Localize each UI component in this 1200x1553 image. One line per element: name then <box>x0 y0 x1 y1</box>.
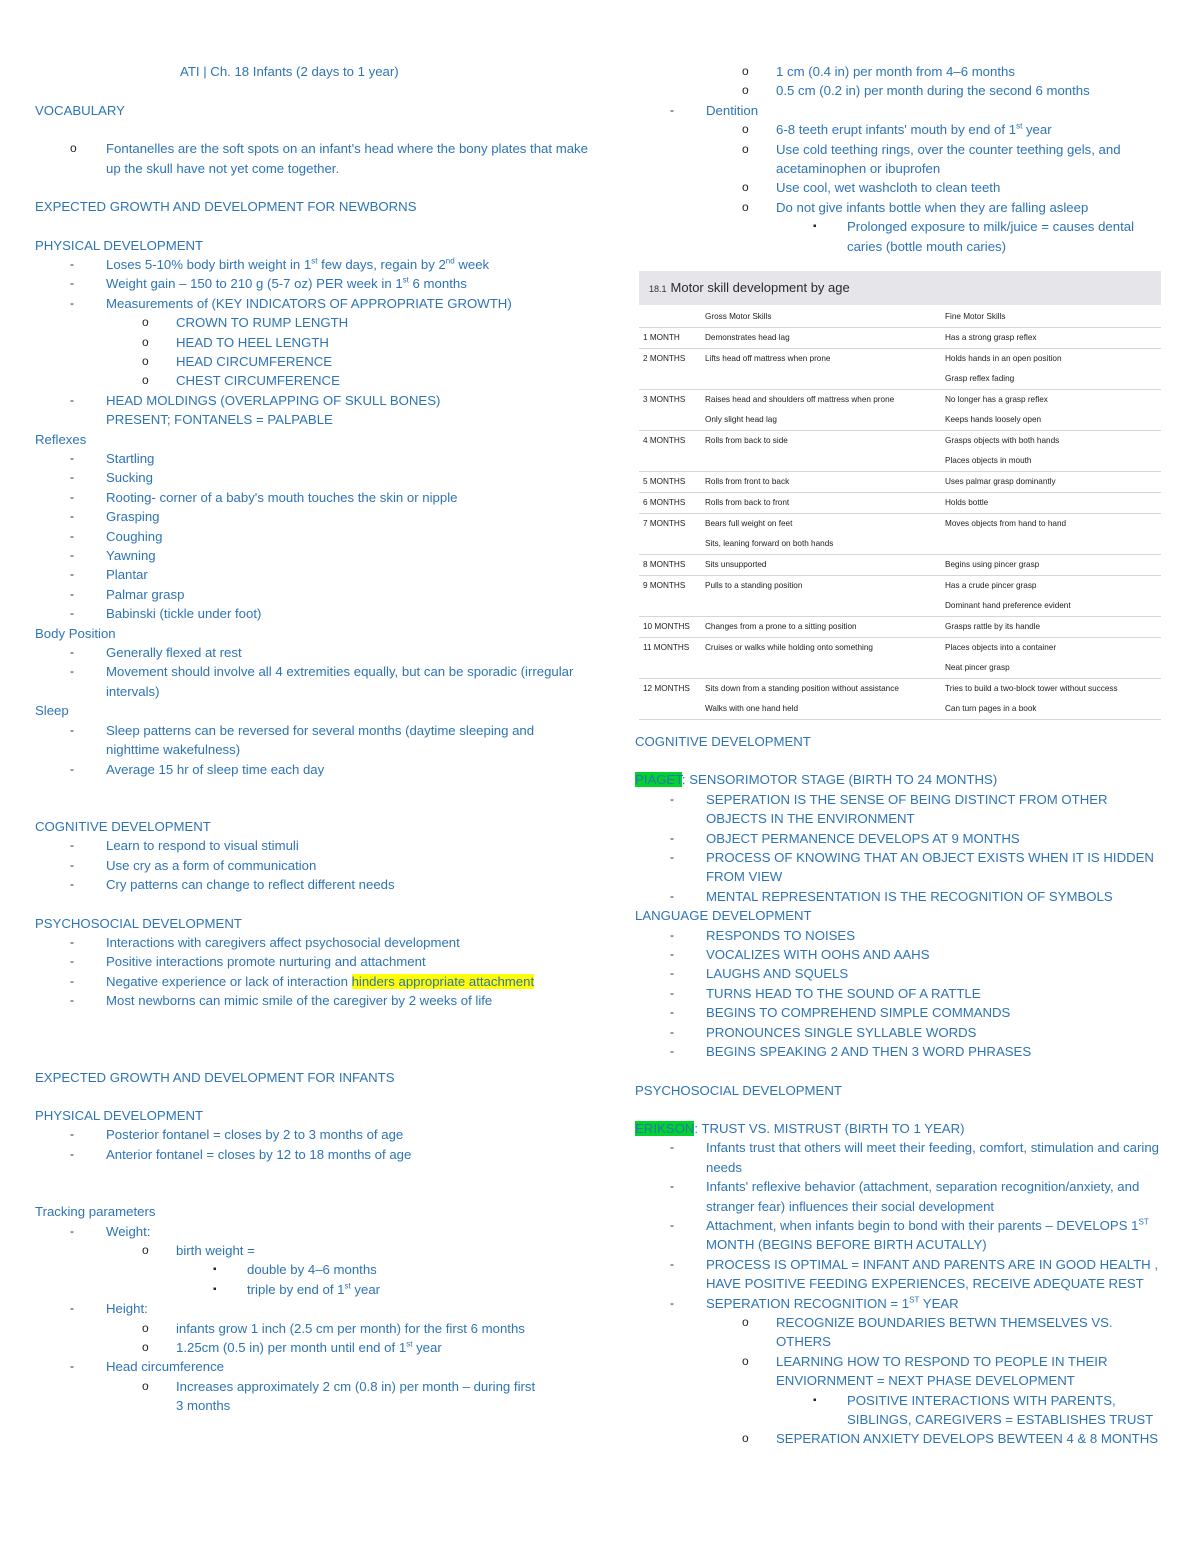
erikson-highlight: ERIKSON <box>635 1120 695 1136</box>
gross-motor-skill: Sits down from a standing position without assistance <box>705 684 899 694</box>
table-row <box>639 328 1161 349</box>
gross-motor-cell <box>705 493 945 513</box>
list-item: - PROCESS OF KNOWING THAT AN OBJECT EXISTS WHEN IT IS HIDDEN FROM VIEW <box>670 850 1154 885</box>
list-item: - Sucking <box>70 470 153 486</box>
gross-motor-skill: Cruises or walks while holding onto something <box>705 643 873 653</box>
table-title: Motor skill development by age <box>670 280 850 296</box>
fine-motor-skill: Grasps rattle by its handle <box>945 622 1041 632</box>
list-item: - Attachment, when infants begin to bond with their parents – DEVELOPS 1ST MONTH (BEGINS BEFORE BIRTH ACUTALLY) <box>670 1217 1149 1253</box>
fine-motor-skill: Keeps hands loosely open <box>945 415 1042 425</box>
list-item: - Palmar grasp <box>70 586 185 602</box>
age-cell <box>639 638 705 678</box>
fine-motor-skill: Places objects into a container <box>945 643 1057 653</box>
fine-motor-cell <box>945 638 1161 678</box>
age-cell <box>639 617 705 637</box>
table-caption <box>639 271 1161 305</box>
list-item: - Infants trust that others will meet their feeding, comfort, stimulation and caring needs <box>670 1140 1159 1175</box>
table-row <box>639 493 1161 514</box>
gross-motor-skill: Bears full weight on feet <box>705 519 793 529</box>
gross-motor-cell <box>705 349 945 389</box>
physical-heading: PHYSICAL DEVELOPMENT <box>35 237 204 253</box>
gross-motor-skill: Sits, leaning forward on both hands <box>705 539 834 549</box>
right-column <box>635 62 1165 1449</box>
list-item: o LEARNING HOW TO RESPOND TO PEOPLE IN THEIR ENVIORNMENT = NEXT PHASE DEVELOPMENT <box>742 1353 1108 1389</box>
age-cell <box>639 431 705 471</box>
list-item: o Do not give infants bottle when they are falling asleep <box>742 199 1089 215</box>
gross-motor-cell <box>705 472 945 492</box>
age-cell <box>639 328 705 348</box>
fine-motor-cell <box>945 349 1161 389</box>
fine-motor-skill: Tries to build a two-block tower without success <box>945 684 1118 694</box>
list-item: o HEAD TO HEEL LENGTH <box>142 334 329 350</box>
list-item: - Yawning <box>70 548 156 564</box>
list-item: - Weight gain – 150 to 210 g (5-7 oz) PER week in 1st 6 months <box>70 276 467 292</box>
list-item: - Height: <box>70 1301 148 1317</box>
list-item: - Interactions with caregivers affect psychosocial development <box>70 934 460 950</box>
list-item: ▪ Prolonged exposure to milk/juice = causes dental caries (bottle mouth caries) <box>813 219 1134 254</box>
list-item: - RESPONDS TO NOISES <box>670 927 856 943</box>
table-row <box>639 514 1161 555</box>
age-cell <box>639 390 705 430</box>
list-item: - HEAD MOLDINGS (OVERLAPPING OF SKULL BONES) PRESENT; FONTANELS = PALPABLE <box>70 392 441 428</box>
gross-motor-cell <box>705 679 945 719</box>
age-label: 11 MONTHS <box>643 643 690 653</box>
gross-motor-skill: Demonstrates head lag <box>705 333 790 343</box>
age-cell <box>639 493 705 513</box>
table-body <box>639 328 1161 720</box>
table-row <box>639 555 1161 576</box>
gross-motor-cell <box>705 617 945 637</box>
list-item: - PROCESS IS OPTIMAL = INFANT AND PARENTS ARE IN GOOD HEALTH , HAVE POSITIVE FEEDING EXPERIENCES, RECEIVE ADEQUATE REST <box>670 1256 1159 1292</box>
list-item: - Generally flexed at rest <box>70 645 242 661</box>
infants-heading: EXPECTED GROWTH AND DEVELOPMENT FOR INFANTS <box>35 1069 395 1085</box>
age-label: 1 MONTH <box>643 333 680 343</box>
list-item: - Use cry as a form of communication <box>70 857 317 873</box>
tracking-heading: Tracking parameters <box>35 1204 156 1220</box>
gross-motor-skill: Only slight head lag <box>705 415 777 425</box>
list-item: - Negative experience or lack of interaction hinders appropriate attachment <box>70 973 535 989</box>
age-label: 12 MONTHS <box>643 684 690 694</box>
gross-motor-cell <box>705 431 945 471</box>
list-item: o Increases approximately 2 cm (0.8 in) per month – during first 3 months <box>142 1378 536 1414</box>
list-item: - Learn to respond to visual stimuli <box>70 838 299 854</box>
fine-motor-skill: Grasp reflex fading <box>945 374 1015 384</box>
age-label: 2 MONTHS <box>643 354 686 364</box>
gross-motor-cell <box>705 390 945 430</box>
motor-skill-table <box>639 271 1161 720</box>
table-row <box>639 349 1161 390</box>
table-row <box>639 576 1161 617</box>
list-item: - SEPERATION IS THE SENSE OF BEING DISTINCT FROM OTHER OBJECTS IN THE ENVIRONMENT <box>670 791 1108 827</box>
fine-motor-cell <box>945 390 1161 430</box>
list-item: - Positive interactions promote nurturing and attachment <box>70 954 426 970</box>
list-item: - Sleep patterns can be reversed for several months (daytime sleeping and nighttime wakefulness) <box>70 722 535 758</box>
table-row <box>639 617 1161 638</box>
fine-motor-cell <box>945 576 1161 616</box>
reflexes-heading: Reflexes <box>35 431 87 447</box>
gross-motor-skill: Lifts head off mattress when prone <box>705 354 831 364</box>
fine-motor-skill: Moves objects from hand to hand <box>945 519 1067 529</box>
age-label: 3 MONTHS <box>643 395 686 405</box>
list-item: - Most newborns can mimic smile of the caregiver by 2 weeks of life <box>70 993 493 1009</box>
piaget-highlight: PIAGET <box>635 772 682 788</box>
gross-motor-skill: Sits unsupported <box>705 560 767 570</box>
fine-motor-cell <box>945 472 1161 492</box>
list-item: o Use cold teething rings, over the counter teething gels, and acetaminophen or ibuprofen <box>742 141 1121 177</box>
list-item: - MENTAL REPRESENTATION IS THE RECOGNITION OF SYMBOLS <box>670 888 1113 904</box>
list-item: ▪ POSITIVE INTERACTIONS WITH PARENTS, SIBLINGS, CAREGIVERS = ESTABLISHES TRUST <box>813 1392 1154 1427</box>
list-item: - Average 15 hr of sleep time each day <box>70 761 325 777</box>
table-header: Fine Motor Skills <box>945 311 1006 321</box>
age-cell <box>639 576 705 616</box>
list-item: o Use cool, wet washcloth to clean teeth <box>742 180 1001 196</box>
list-item: - OBJECT PERMANENCE DEVELOPS AT 9 MONTHS <box>670 830 1020 846</box>
age-label: 10 MONTHS <box>643 622 690 632</box>
table-row <box>639 472 1161 493</box>
list-item: - Coughing <box>70 528 163 544</box>
age-label: 4 MONTHS <box>643 436 686 446</box>
list-item: - Measurements of (KEY INDICATORS OF APPROPRIATE GROWTH) <box>70 295 512 311</box>
list-item: ▪ double by 4–6 months <box>213 1262 377 1278</box>
piaget-line: PIAGET: SENSORIMOTOR STAGE (BIRTH TO 24 MONTHS) <box>635 772 998 788</box>
table-row <box>639 431 1161 472</box>
fine-motor-skill: Begins using pincer grasp <box>945 560 1040 570</box>
list-item: - TURNS HEAD TO THE SOUND OF A RATTLE <box>670 985 981 1001</box>
list-item: - Movement should involve all 4 extremities equally, but can be sporadic (irregular intervals) <box>70 664 574 699</box>
list-item: o CROWN TO RUMP LENGTH <box>142 315 349 331</box>
gross-motor-skill: Rolls from back to side <box>705 436 788 446</box>
list-item: o 6-8 teeth erupt infants' mouth by end of 1st year <box>742 121 1052 138</box>
gross-motor-skill: Rolls from back to front <box>705 498 790 508</box>
fine-motor-skill: Uses palmar grasp dominantly <box>945 477 1056 487</box>
page-title: ATI | Ch. 18 Infants (2 days to 1 year) <box>180 64 399 79</box>
fine-motor-skill: Holds hands in an open position <box>945 354 1062 364</box>
age-cell <box>639 472 705 492</box>
list-item: o CHEST CIRCUMFERENCE <box>142 373 340 389</box>
list-item: o SEPERATION ANXIETY DEVELOPS BEWTEEN 4 & 8 MONTHS <box>742 1431 1159 1447</box>
age-label: 9 MONTHS <box>643 581 686 591</box>
gross-motor-cell <box>705 576 945 616</box>
newborns-heading: EXPECTED GROWTH AND DEVELOPMENT FOR NEWBORNS <box>35 199 417 215</box>
gross-motor-cell <box>705 514 945 554</box>
list-item: o RECOGNIZE BOUNDARIES BETWN THEMSELVES VS. OTHERS <box>742 1314 1113 1350</box>
left-column <box>35 62 590 1416</box>
gross-motor-cell <box>705 328 945 348</box>
fine-motor-skill: Places objects in mouth <box>945 456 1032 466</box>
list-item: - BEGINS TO COMPREHEND SIMPLE COMMANDS <box>670 1005 1011 1021</box>
list-item: o birth weight = <box>142 1242 255 1258</box>
fine-motor-cell <box>945 493 1161 513</box>
list-item: - Rooting- corner of a baby's mouth touches the skin or nipple <box>70 489 458 505</box>
age-cell <box>639 555 705 575</box>
gross-motor-skill: Pulls to a standing position <box>705 581 803 591</box>
sleep-heading: Sleep <box>35 703 69 719</box>
fine-motor-skill: Dominant hand preference evident <box>945 601 1071 611</box>
list-item: - Head circumference <box>70 1359 225 1375</box>
vocabulary-item: o Fontanelles are the soft spots on an infant's head where the bony plates that make up the skull have not yet come together. <box>70 141 588 176</box>
age-label: 8 MONTHS <box>643 560 686 570</box>
fine-motor-skill: Has a crude pincer grasp <box>945 581 1037 591</box>
table-header-row <box>639 305 1161 328</box>
fine-motor-skill: Has a strong grasp reflex <box>945 333 1037 343</box>
list-item: - Infants' reflexive behavior (attachment, separation recognition/anxiety, and stranger fear) influences their social development <box>670 1179 1140 1214</box>
highlighted-text: hinders appropriate attachment <box>351 973 535 989</box>
cognitive-heading: COGNITIVE DEVELOPMENT <box>35 818 211 834</box>
erikson-line: ERIKSON: TRUST VS. MISTRUST (BIRTH TO 1 YEAR) <box>635 1120 965 1136</box>
list-item: - BEGINS SPEAKING 2 AND THEN 3 WORD PHRASES <box>670 1044 1032 1060</box>
list-item: - Posterior fontanel = closes by 2 to 3 months of age <box>70 1127 404 1143</box>
fine-motor-skill: Holds bottle <box>945 498 989 508</box>
list-item: - Dentition <box>670 102 759 118</box>
table-row <box>639 638 1161 679</box>
fine-motor-cell <box>945 514 1161 554</box>
gross-motor-skill: Raises head and shoulders off mattress when prone <box>705 395 895 405</box>
list-item: - Startling <box>70 451 155 467</box>
fine-motor-cell <box>945 431 1161 471</box>
table-row <box>639 679 1161 720</box>
body-position-heading: Body Position <box>35 625 116 641</box>
age-label: 5 MONTHS <box>643 477 686 487</box>
age-cell <box>639 679 705 719</box>
list-item: ▪ triple by end of 1st year <box>213 1281 381 1297</box>
infant-cognitive-heading: COGNITIVE DEVELOPMENT <box>635 734 811 750</box>
fine-motor-cell <box>945 555 1161 575</box>
gross-motor-cell <box>705 638 945 678</box>
list-item: - Grasping <box>70 509 160 525</box>
table-header: Gross Motor Skills <box>705 311 772 321</box>
fine-motor-skill: Can turn pages in a book <box>945 704 1037 714</box>
list-item: - Anterior fontanel = closes by 12 to 18 months of age <box>70 1146 412 1162</box>
list-item: o HEAD CIRCUMFERENCE <box>142 354 333 370</box>
age-cell <box>639 349 705 389</box>
list-item: - Weight: <box>70 1223 151 1239</box>
vocabulary-heading: VOCABULARY <box>35 103 125 118</box>
fine-motor-skill: No longer has a grasp reflex <box>945 395 1048 405</box>
list-item: o 0.5 cm (0.2 in) per month during the second 6 months <box>742 83 1090 99</box>
list-item: - Cry patterns can change to reflect different needs <box>70 877 395 893</box>
list-item: - LAUGHS AND SQUELS <box>670 966 849 982</box>
list-item: - Babinski (tickle under foot) <box>70 606 262 622</box>
table-row <box>639 390 1161 431</box>
gross-motor-skill: Rolls from front to back <box>705 477 790 487</box>
list-item: - VOCALIZES WITH OOHS AND AAHS <box>670 947 930 963</box>
bullet-circle: o <box>70 141 77 156</box>
fine-motor-cell <box>945 679 1161 719</box>
fine-motor-skill: Neat pincer grasp <box>945 663 1010 673</box>
list-item: o infants grow 1 inch (2.5 cm per month) for the first 6 months <box>142 1320 525 1336</box>
age-cell <box>639 514 705 554</box>
gross-motor-skill: Walks with one hand held <box>705 704 798 714</box>
list-item: - PRONOUNCES SINGLE SYLLABLE WORDS <box>670 1024 977 1040</box>
table-number: 18.1 <box>649 284 667 295</box>
list-item: o 1 cm (0.4 in) per month from 4–6 months <box>742 64 1015 79</box>
language-heading: LANGUAGE DEVELOPMENT <box>635 908 812 924</box>
psychosocial-heading: PSYCHOSOCIAL DEVELOPMENT <box>35 915 242 931</box>
list-item: o 1.25cm (0.5 in) per month until end of 1st year <box>142 1339 442 1355</box>
fine-motor-skill: Grasps objects with both hands <box>945 436 1060 446</box>
fine-motor-cell <box>945 617 1161 637</box>
age-label: 6 MONTHS <box>643 498 686 508</box>
infant-psychosocial-heading: PSYCHOSOCIAL DEVELOPMENT <box>635 1082 842 1098</box>
list-item: - Plantar <box>70 567 148 583</box>
age-label: 7 MONTHS <box>643 519 686 529</box>
gross-motor-skill: Changes from a prone to a sitting position <box>705 622 857 632</box>
list-item: - Loses 5-10% body birth weight in 1st few days, regain by 2nd week <box>70 256 490 272</box>
fine-motor-cell <box>945 328 1161 348</box>
list-item: - SEPERATION RECOGNITION = 1ST YEAR <box>670 1295 959 1311</box>
gross-motor-cell <box>705 555 945 575</box>
infants-physical-heading: PHYSICAL DEVELOPMENT <box>35 1107 204 1123</box>
